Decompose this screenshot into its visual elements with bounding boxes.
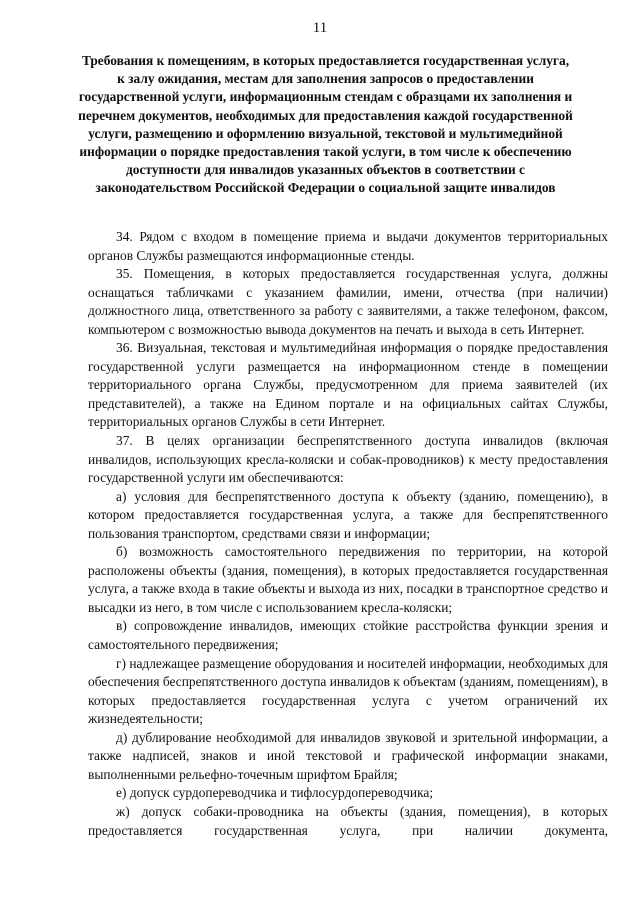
- paragraph-34: 34. Рядом с входом в помещение приема и выдачи документов территориальных органов Службы размещаются информационные стенды.: [88, 229, 608, 263]
- paragraph-36: 36. Визуальная, текстовая и мультимедийная информация о порядке предоставления государственной услуги размещается на информационном стенде в помещении территориального органа Службы, предусмотренном для приема заявителей (их представителей), а также на Едином портале и на официальных сайтах Службы, территориальных органов Службы в сети Интернет.: [88, 340, 608, 430]
- paragraph-37-g: г) надлежащее размещение оборудования и носителей информации, необходимых для обеспечения беспрепятственного доступа инвалидов к объектам (зданиям, помещениям), в которых предоставляется государственная услуга с учетом ограничений их жизнедеятельности;: [88, 655, 608, 727]
- paragraph-37: 37. В целях организации беспрепятственного доступа инвалидов (включая инвалидов, использующих кресла-коляски и собак-проводников) к месту предоставления государственной услуги им обеспечиваются:: [88, 433, 608, 486]
- paragraph-37-zh: ж) допуск собаки-проводника на объекты (здания, помещения), в которых предоставляется государственная услуга, при наличии документа,: [88, 803, 608, 838]
- paragraph-35: 35. Помещения, в которых предоставляется государственная услуга, должны оснащаться табличками с указанием фамилии, имени, отчества (при наличии) должностного лица, ответственного за работу с заявителями, а также телефоном, факсом, компьютером с возможностью вывода документов на печать и выхода в сеть Интернет.: [88, 266, 608, 337]
- paragraph-37-d: д) дублирование необходимой для инвалидов звуковой и зрительной информации, а также надписей, знаков и иной текстовой и графической информации знаками, выполненными рельефно-точечным шрифтом Брайля;: [88, 729, 608, 782]
- document-body: [88, 228, 608, 840]
- paragraph-37-v: в) сопровождение инвалидов, имеющих стойкие расстройства функции зрения и самостоятельного передвижения;: [88, 618, 608, 653]
- page-number: 11: [312, 20, 328, 36]
- paragraph-37-b: б) возможность самостоятельного передвижения по территории, на которой расположены объекты (здания, помещения), в которых предоставляется государственная услуга, а также входа в такие объекты и выхода из них, посадки в транспортное средство и высадки из него, в том числе с использованием кресла-коляски;: [88, 544, 608, 615]
- paragraph-37-e: е) допуск сурдопереводчика и тифлосурдопереводчика;: [116, 785, 434, 801]
- section-title: Требования к помещениям, в которых предоставляется государственная услуга, к залу ожидания, местам для заполнения запросов о предоставлении государственной услуги, информационным стендам с образцами их заполнения и перечнем документов, необходимых для предоставления каждой государственной услуги, размещению и оформлению визуальной, текстовой и мультимедийной информации о порядке предоставления такой услуги, в том числе к обеспечению доступности для инвалидов указанных объектов в соответствии с законодательством Российской Федерации о социальной защите инвалидов: [78, 53, 573, 196]
- paragraph-37-a: а) условия для беспрепятственного доступа к объекту (зданию, помещению), в котором предоставляется государственная услуга, а также для беспрепятственного пользования транспортом, средствами связи и информации;: [88, 488, 608, 541]
